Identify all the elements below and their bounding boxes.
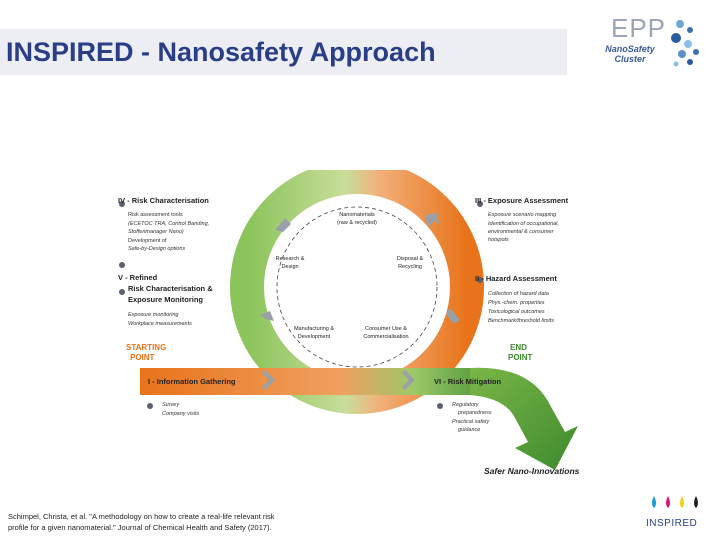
- citation-line-2: profile for a given nanomaterial." Journal of Chemical Health and Safety (2017).: [8, 523, 272, 532]
- cycle-ring: [247, 177, 467, 397]
- cluster-logo-line1: NanoSafety: [605, 44, 655, 54]
- stage-5-title-3: Exposure Monitoring: [128, 295, 203, 304]
- lifecycle-disposal-1: Disposal &: [396, 256, 424, 262]
- lifecycle-manufacturing-2: Development: [297, 334, 331, 340]
- stage-2-bullet-2: Phys.-chem. properties: [488, 300, 545, 306]
- stage-5-bullet-2: Workplace measurements: [128, 321, 192, 327]
- stage-6-bullet-1b: preparedness: [458, 410, 492, 416]
- stage-6-bullet-1: Regulatory: [452, 402, 479, 408]
- end-point-2: POINT: [508, 353, 533, 362]
- stage-1-title: I - Information Gathering: [148, 377, 236, 386]
- cluster-dots-icon: [668, 18, 702, 70]
- pin-icon: [437, 403, 443, 409]
- stage-6-title: VI - Risk Mitigation: [434, 377, 502, 386]
- pin-icon: [119, 262, 125, 268]
- pin-icon: [119, 289, 125, 295]
- stage-2-bullet-1: Collection of hazard data: [488, 291, 549, 297]
- stage-5-bullet-1: Exposure monitoring: [128, 312, 179, 318]
- stage-4-bullet-1: Risk assessment tools: [128, 212, 183, 218]
- stage-6-bullet-2b: guidance: [458, 427, 481, 433]
- citation-line-1: Schimpel, Christa, et al. "A methodology on how to create a real-life relevant risk: [8, 512, 275, 521]
- starting-point-2: POINT: [130, 353, 155, 362]
- nanosafety-cycle-diagram: [110, 170, 610, 480]
- pin-icon: [147, 403, 153, 409]
- outcome-label: Safer Nano-Innovations: [484, 466, 580, 476]
- epp-logo: EPP: [611, 13, 667, 43]
- stage-4-bullet-2b: Safe-by-Design options: [128, 246, 186, 252]
- stage-3-bullet-1: Exposure scenario mapping: [488, 212, 557, 218]
- stage-5-title-2: Risk Characterisation &: [128, 284, 213, 293]
- stage-3-title: III - Exposure Assessment: [475, 196, 569, 205]
- nanosafety-cluster-logo: [600, 44, 660, 64]
- lifecycle-dashed-ring: [277, 207, 437, 367]
- lifecycle-nanomaterials-2: (raw & recycled): [337, 220, 377, 226]
- starting-point-1: STARTING: [126, 343, 167, 352]
- stage-2-bullet-4: Benchmark/threshold limits: [488, 318, 555, 324]
- lifecycle-nanomaterials-1: Nanomaterials: [339, 212, 375, 218]
- stage-4-bullet-1c: Stoffenmanager Nano): [128, 229, 184, 235]
- lifecycle-disposal-2: Recycling: [398, 264, 422, 270]
- stage-2-title: II - Hazard Assessment: [475, 274, 557, 283]
- lifecycle-manufacturing-1: Manufacturing &: [293, 326, 335, 332]
- stage-1-bullet-1: Survey: [162, 402, 180, 408]
- end-point-1: END: [510, 343, 527, 352]
- stage-3-bullet-2: Identification of occupational,: [488, 221, 559, 227]
- stage-3-bullet-2c: hotspots: [488, 237, 509, 243]
- stage-4-bullet-2: Development of: [128, 238, 167, 244]
- lifecycle-research-2: Design: [281, 264, 299, 270]
- lifecycle-consumer-2: Commercialisation: [363, 334, 409, 340]
- lifecycle-consumer-1: Consumer Use &: [365, 326, 407, 332]
- lifecycle-research-1: Research &: [275, 256, 305, 262]
- stage-2-bullet-3: Toxicological outcomes: [488, 309, 545, 315]
- stage-3-bullet-2b: environmental & consumer: [488, 229, 554, 235]
- stage-6-bullet-2: Practical safety: [452, 419, 490, 425]
- inspired-logo: INSPIRED: [646, 518, 698, 529]
- cluster-logo-line2: Cluster: [614, 54, 646, 64]
- slide-title: INSPIRED - Nanosafety Approach: [6, 37, 436, 67]
- stage-5-title-1: V - Refined: [118, 273, 158, 282]
- stage-4-title: IV - Risk Characterisation: [118, 196, 209, 205]
- stage-1-bullet-2: Company visits: [162, 411, 200, 417]
- citation: [8, 511, 348, 533]
- stage-4-bullet-1b: (ECETOC TRA, Control Banding,: [128, 221, 210, 227]
